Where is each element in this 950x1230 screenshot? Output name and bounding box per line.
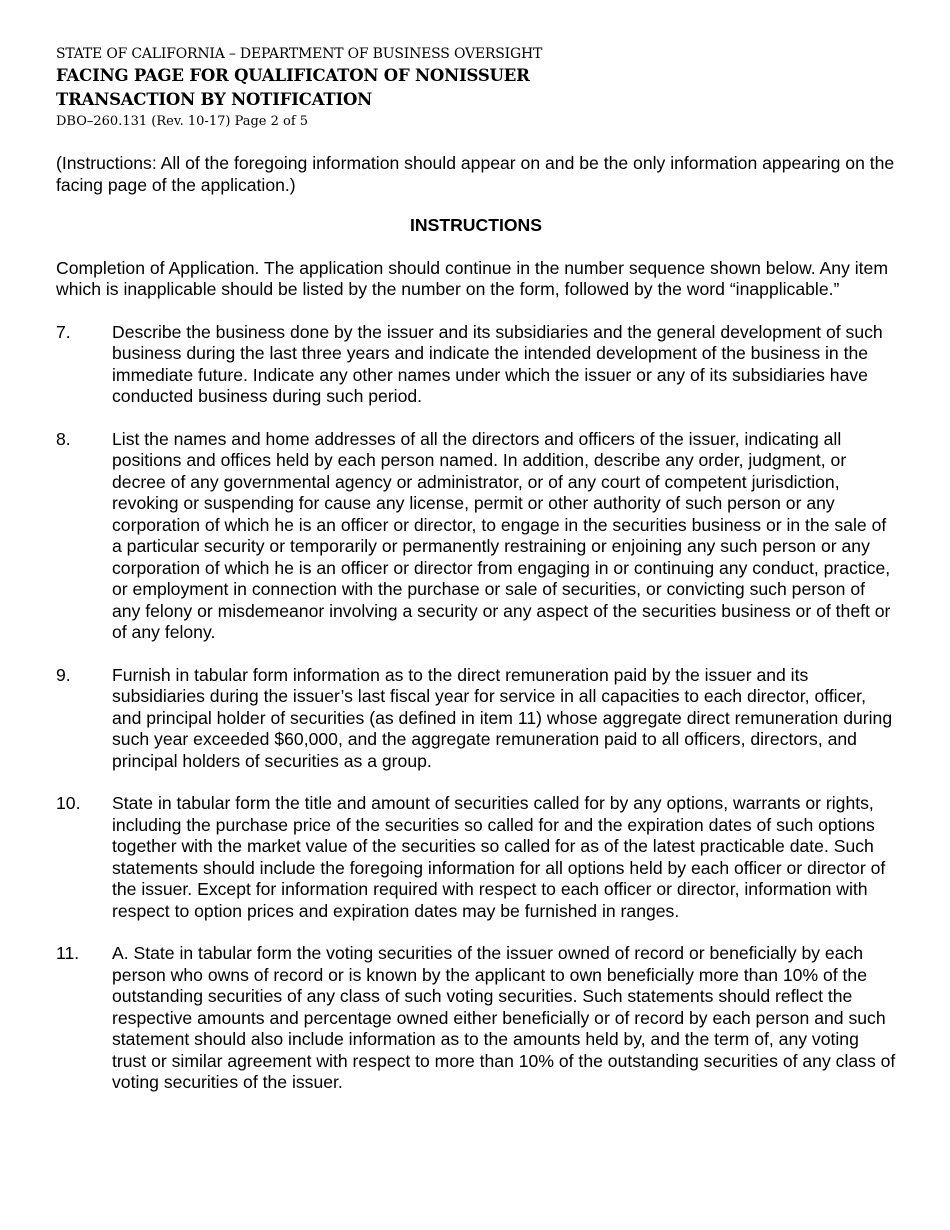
item-text: Describe the business done by the issuer and its subsidiaries and the general development of such business during the last three years and indicate the intended development of the business in the immediate future. Indicate any other names under which the issuer or any of its subsidiaries have conducted business during such period. bbox=[112, 321, 883, 406]
document-page bbox=[56, 44, 896, 1115]
form-title-line-2: TRANSACTION BY NOTIFICATION bbox=[56, 90, 373, 109]
item-number: 9. bbox=[56, 664, 71, 685]
completion-paragraph: Completion of Application. The application should continue in the number sequence shown below. Any item which is inapplicable should be listed by the number on the form, followed by the word “inapplicable.” bbox=[56, 257, 888, 299]
item-number: 7. bbox=[56, 321, 71, 342]
agency-line: STATE OF CALIFORNIA – DEPARTMENT OF BUSINESS OVERSIGHT bbox=[56, 46, 543, 62]
item-text: A. State in tabular form the voting securities of the issuer owned of record or beneficially by each person who owns of record or is known by the applicant to own beneficially more than 10% of the outstanding securities of any class of such voting securities. Such statements should reflect the respective amounts and percentage owned either beneficially or of record by each person and such statement should also include information as to the amounts held by, and the term of, any voting trust or similar agreement with respect to more than 10% of the outstanding securities of any class of voting securities of the issuer. bbox=[112, 943, 896, 1092]
item-10 bbox=[56, 793, 896, 922]
item-7 bbox=[56, 322, 896, 408]
item-text: State in tabular form the title and amount of securities called for by any options, warrants or rights, including the purchase price of the securities so called for and the expiration dates of such options together with the market value of the securities so called for as of the latest practicable date. Such statements should include the foregoing information for all options held by each officer or director of the issuer. Except for information required with respect to each officer or director, information with respect to option prices and expiration dates may be furnished in ranges. bbox=[112, 793, 886, 921]
item-11 bbox=[56, 943, 896, 1094]
item-9 bbox=[56, 665, 896, 773]
form-id-page-number: DBO–260.131 (Rev. 10-17) Page 2 of 5 bbox=[56, 114, 309, 129]
instructions-note: (Instructions: All of the foregoing information should appear on and be the only information appearing on the facing page of the application.) bbox=[56, 153, 895, 195]
item-8 bbox=[56, 429, 896, 644]
section-heading: INSTRUCTIONS bbox=[410, 215, 542, 235]
item-number: 10. bbox=[56, 793, 81, 813]
item-text: Furnish in tabular form information as to the direct remuneration paid by the issuer and its subsidiaries during the issuer’s last fiscal year for service in all capacities to each director, officer, and principal holder of securities (as defined in item 11) whose aggregate direct remuneration during such year exceeded $60,000, and the aggregate remuneration paid to all officers, directors, and principal holders of securities as a group. bbox=[112, 664, 893, 771]
form-title-line-1: FACING PAGE FOR QUALIFICATON OF NONISSUER bbox=[56, 66, 530, 85]
item-text: List the names and home addresses of all the directors and officers of the issuer, indicating all positions and offices held by each person named. In addition, describe any order, judgment, or decree of any governmental agency or administrator, or of any court of competent jurisdiction, revoking or suspending for cause any license, permit or other authority of such person or any corporation of which he is an officer or director, to engage in the securities business or in the sale of a particular security or temporarily or permanently restraining or enjoining any such person or any corporation of which he is an officer or director from engaging in or continuing any conduct, practice, or employment in connection with the purchase or sale of securities, or convicting such person of any felony or misdemeanor involving a security or any aspect of the securities business or of theft or of any felony. bbox=[112, 428, 891, 642]
item-number: 8. bbox=[56, 428, 71, 449]
item-number: 11. bbox=[56, 943, 80, 963]
